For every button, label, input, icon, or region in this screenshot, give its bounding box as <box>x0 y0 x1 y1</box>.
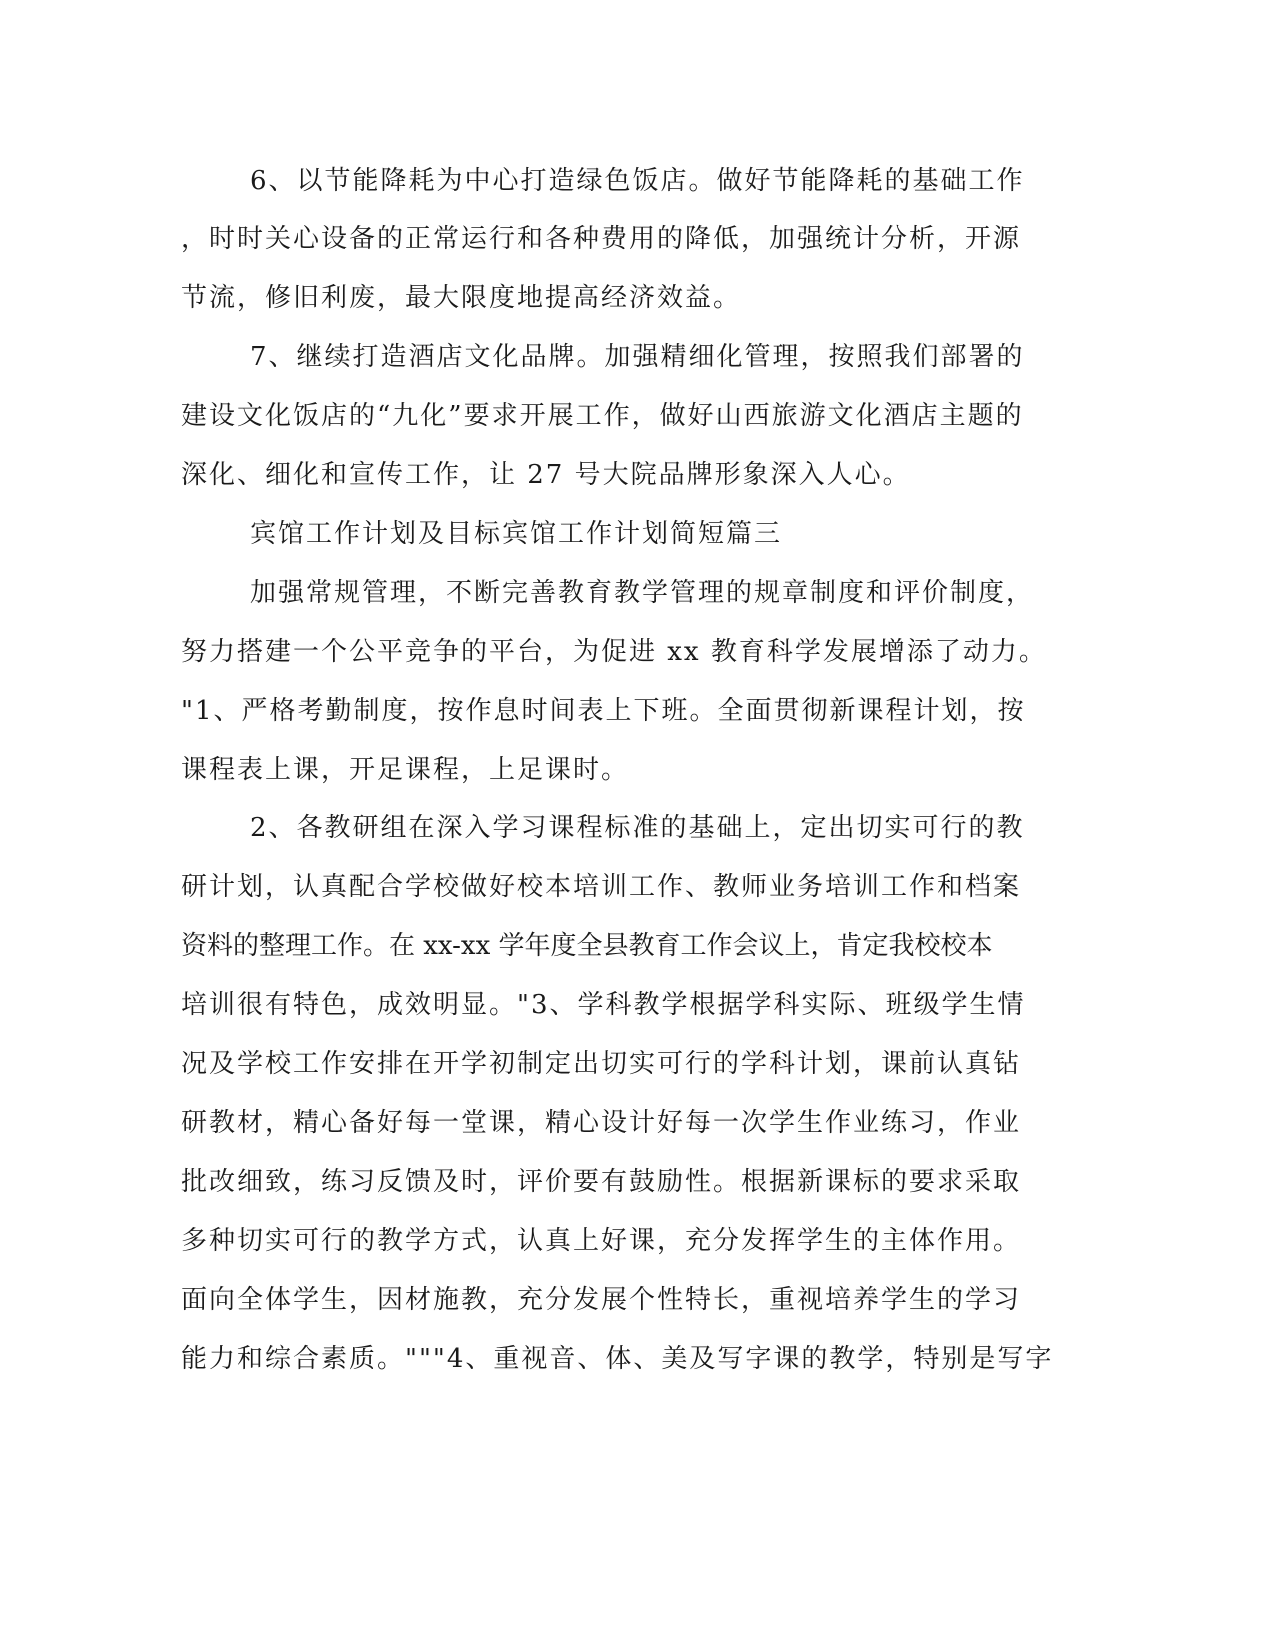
text-line: 研计划，认真配合学校做好校本培训工作、教师业务培训工作和档案 <box>181 872 1022 902</box>
text-line: 加强常规管理，不断完善教育教学管理的规章制度和评价制度， <box>250 578 1035 608</box>
text-line: 培训很有特色，成效明显。"3、学科教学根据学科实际、班级学生情 <box>181 990 1026 1020</box>
section-heading: 宾馆工作计划及目标宾馆工作计划简短篇三 <box>250 519 783 549</box>
text-line: 深化、细化和宣传工作，让 27 号大院品牌形象深入人心。 <box>181 460 911 490</box>
text-line: 节流，修旧利废，最大限度地提高经济效益。 <box>181 283 742 313</box>
text-line: 研教材，精心备好每一堂课，精心设计好每一次学生作业练习，作业 <box>181 1108 1022 1138</box>
text-line: 6、以节能降耗为中心打造绿色饭店。做好节能降耗的基础工作 <box>250 166 1025 196</box>
text-line: 多种切实可行的教学方式，认真上好课，充分发挥学生的主体作用。 <box>181 1226 1022 1256</box>
text-line: 课程表上课，开足课程，上足课时。 <box>181 755 630 785</box>
text-line: 况及学校工作安排在开学初制定出切实可行的学科计划，课前认真钻 <box>181 1049 1022 1079</box>
text-line: "1、严格考勤制度，按作息时间表上下班。全面贯彻新课程计划，按 <box>181 696 1026 726</box>
text-line: 建设文化饭店的“九化”要求开展工作，做好山西旅游文化酒店主题的 <box>181 401 1024 431</box>
text-line: 能力和综合素质。"""4、重视音、体、美及写字课的教学，特别是写字 <box>181 1344 1054 1374</box>
text-line: 面向全体学生，因材施教，充分发展个性特长，重视培养学生的学习 <box>181 1285 1022 1315</box>
text-line: 批改细致，练习反馈及时，评价要有鼓励性。根据新课标的要求采取 <box>181 1167 1022 1197</box>
text-line: 资料的整理工作。在 xx-xx 学年度全县教育工作会议上，肯定我校校本 <box>181 931 993 961</box>
text-line: 努力搭建一个公平竞争的平台，为促进 xx 教育科学发展增添了动力。 <box>181 637 1047 667</box>
text-line: 2、各教研组在深入学习课程标准的基础上，定出切实可行的教 <box>250 813 1025 843</box>
text-line: 7、继续打造酒店文化品牌。加强精细化管理，按照我们部署的 <box>250 342 1025 372</box>
text-line: ，时时关心设备的正常运行和各种费用的降低，加强统计分析，开源 <box>181 224 1022 254</box>
